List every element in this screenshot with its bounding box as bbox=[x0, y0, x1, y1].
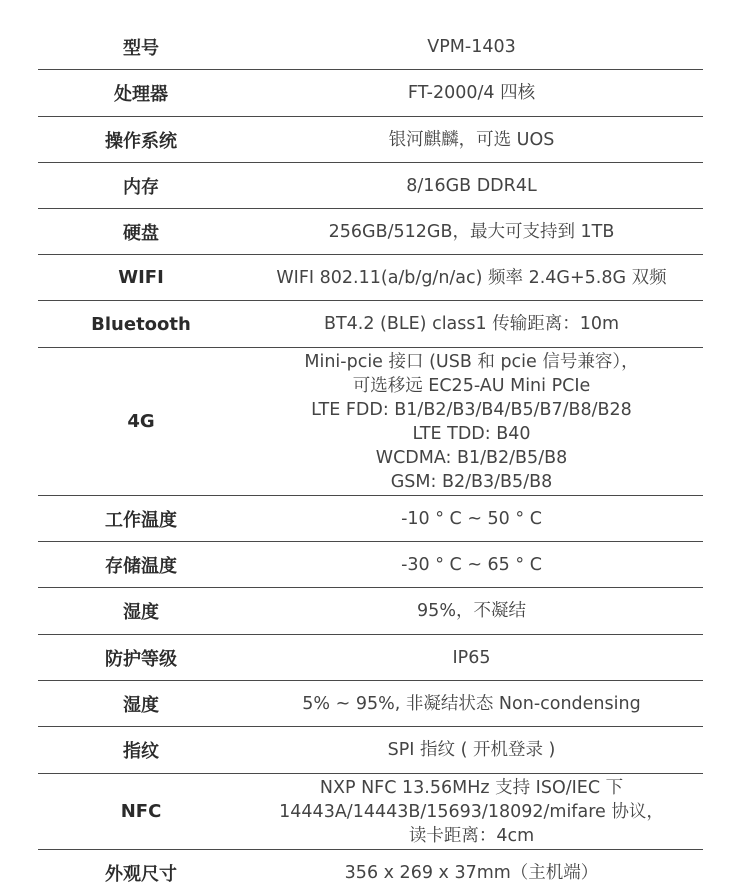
spec-value bbox=[244, 599, 703, 623]
spec-row bbox=[38, 24, 703, 70]
spec-label: 型号 bbox=[123, 37, 159, 59]
spec-value-line: 读卡距离：4cm bbox=[408, 825, 535, 846]
spec-value bbox=[244, 553, 703, 577]
spec-label: NFC bbox=[120, 801, 162, 822]
spec-value bbox=[244, 507, 703, 531]
spec-row bbox=[38, 163, 703, 209]
spec-value-line: BT4.2 (BLE) class1 传输距离：10m bbox=[323, 314, 620, 334]
spec-label: 湿度 bbox=[123, 694, 159, 716]
spec-value-line: 可选移远 EC25-AU Mini PCIe bbox=[352, 375, 591, 396]
spec-value-line: NXP NFC 13.56MHz 支持 ISO/IEC 下 bbox=[319, 777, 624, 798]
spec-label: 湿度 bbox=[123, 602, 159, 623]
spec-value-line: LTE TDD: B40 bbox=[412, 423, 531, 444]
spec-value-line: 银河麒麟，可选 UOS bbox=[388, 129, 555, 150]
spec-row bbox=[38, 117, 703, 163]
spec-value-line: LTE FDD: B1/B2/B3/B4/B5/B7/B8/B28 bbox=[311, 399, 632, 420]
spec-row bbox=[38, 70, 703, 117]
spec-row bbox=[38, 635, 703, 681]
spec-value-line: SPI 指纹 ( 开机登录 ) bbox=[387, 740, 556, 760]
spec-value-line: -10 ° C ~ 50 ° C bbox=[401, 508, 542, 529]
spec-row bbox=[38, 301, 703, 348]
spec-value bbox=[244, 174, 703, 198]
spec-row bbox=[38, 496, 703, 542]
spec-row bbox=[38, 209, 703, 255]
spec-value-line: WIFI 802.11(a/b/g/n/ac) 频率 2.4G+5.8G 双频 bbox=[276, 267, 667, 288]
spec-label: WIFI bbox=[118, 267, 164, 288]
spec-label: 外观尺寸 bbox=[105, 864, 177, 885]
spec-value bbox=[244, 350, 703, 494]
spec-row bbox=[38, 727, 703, 774]
spec-value bbox=[244, 776, 703, 848]
spec-row bbox=[38, 774, 703, 850]
spec-value bbox=[244, 81, 703, 105]
spec-value bbox=[244, 266, 703, 290]
spec-value-line: 256GB/512GB，最大可支持到 1TB bbox=[328, 221, 615, 242]
spec-value-line: WCDMA: B1/B2/B5/B8 bbox=[375, 447, 568, 468]
spec-value bbox=[244, 312, 703, 336]
spec-value-line: -30 ° C ~ 65 ° C bbox=[401, 554, 542, 575]
spec-value bbox=[244, 220, 703, 244]
spec-value-line: Mini-pcie 接口 (USB 和 pcie 信号兼容）， bbox=[304, 351, 639, 372]
spec-label: 4G bbox=[127, 411, 155, 432]
spec-label: 防护等级 bbox=[105, 648, 177, 670]
spec-value bbox=[244, 692, 703, 716]
spec-row bbox=[38, 255, 703, 301]
spec-row bbox=[38, 681, 703, 727]
spec-value-line: 5% ~ 95%, 非凝结状态 Non-condensing bbox=[302, 693, 641, 714]
spec-row bbox=[38, 850, 703, 896]
spec-label: 操作系统 bbox=[105, 130, 177, 152]
spec-value-line: 356 x 269 x 37mm（主机端） bbox=[344, 863, 599, 883]
spec-value bbox=[244, 128, 703, 152]
spec-label: 指纹 bbox=[123, 741, 159, 762]
spec-row bbox=[38, 348, 703, 496]
spec-label: Bluetooth bbox=[91, 313, 191, 335]
spec-value-line: 95%，不凝结 bbox=[417, 601, 526, 621]
spec-label: 存储温度 bbox=[105, 555, 177, 577]
spec-label: 硬盘 bbox=[123, 222, 159, 244]
spec-value bbox=[244, 861, 703, 885]
spec-value-line: GSM: B2/B3/B5/B8 bbox=[390, 471, 553, 492]
spec-row bbox=[38, 588, 703, 635]
spec-value bbox=[244, 646, 703, 670]
spec-value-line: FT-2000/4 四核 bbox=[407, 83, 536, 103]
spec-label: 处理器 bbox=[114, 84, 168, 105]
spec-value-line: VPM-1403 bbox=[427, 36, 516, 57]
spec-row bbox=[38, 542, 703, 588]
spec-label: 内存 bbox=[123, 176, 159, 198]
spec-table bbox=[38, 24, 703, 896]
spec-value-line: 8/16GB DDR4L bbox=[406, 175, 537, 196]
spec-value-line: 14443A/14443B/15693/18092/mifare 协议， bbox=[279, 801, 664, 822]
spec-value bbox=[244, 35, 703, 59]
spec-value bbox=[244, 738, 703, 762]
spec-label: 工作温度 bbox=[105, 509, 177, 531]
spec-value-line: IP65 bbox=[452, 647, 491, 668]
